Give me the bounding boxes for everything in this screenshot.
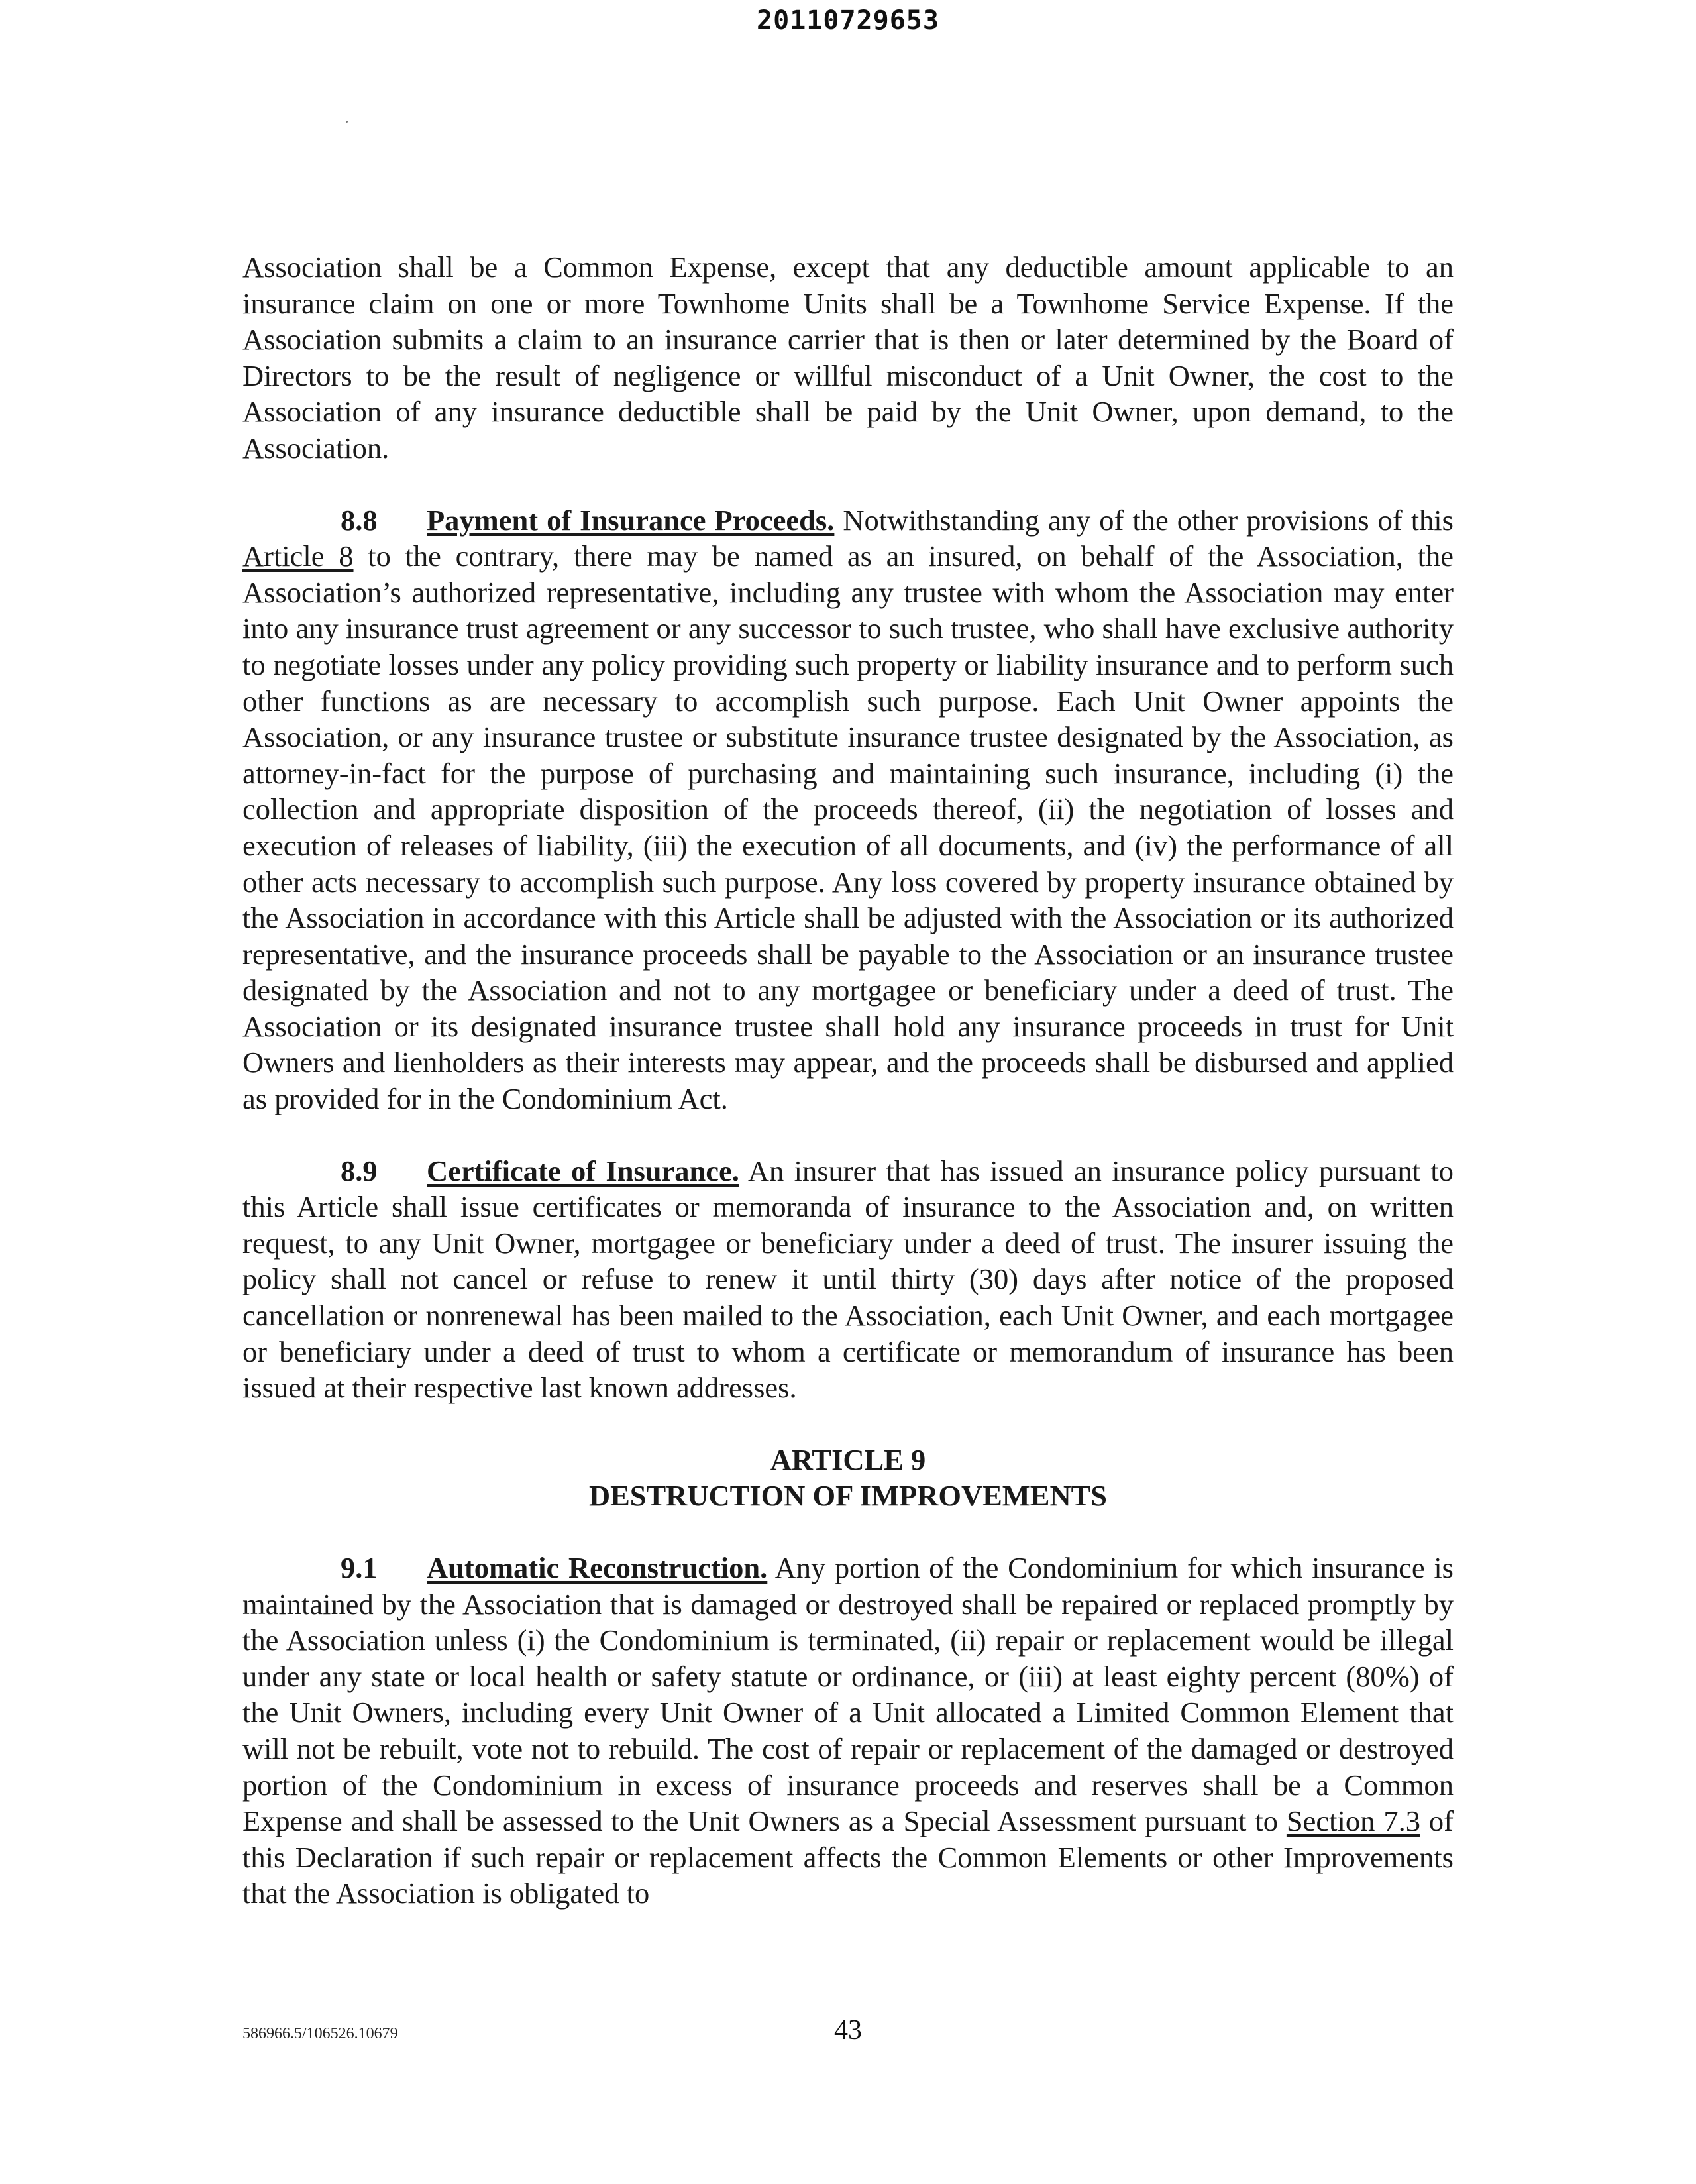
article-title: DESTRUCTION OF IMPROVEMENTS: [588, 1479, 1108, 1513]
section-9-1: [242, 1550, 1454, 1912]
article-heading: [242, 1442, 1454, 1514]
section-title: Certificate of Insurance.: [427, 1154, 739, 1187]
section-8-9: [242, 1153, 1454, 1406]
article-reference: Article 8: [242, 539, 354, 573]
section-number: 8.9: [341, 1154, 378, 1187]
section-text: Any portion of the Condominium for which insurance is maintained by the Association that is damaged or destroyed shall be repaired or replaced promptly by the Association unless (i) the Condominium is terminated, (ii) repair or replacement would be illegal under any state or local health or safety statute or ordinance, or (iii) at least eighty percent (80%) of the Unit Owners, including every Unit Owner of a Unit allocated a Limited Common Element that will not be rebuilt, vote not to rebuild. The cost of repair or replacement of the damaged or destroyed portion of the Condominium in excess of insurance proceeds and reserves shall be a Common Expense and shall be assessed to the Unit Owners as a Special Assessment pursuant to: [242, 1551, 1454, 1838]
page-number: 43: [834, 2015, 862, 2046]
recording-number: 20110729653: [757, 5, 939, 36]
section-number: 9.1: [341, 1551, 378, 1584]
section-text: An insurer that has issued an insurance policy pursuant to this Article shall issue certificates or memoranda of insurance to the Association and, on written request, to any Unit Owner, mortgagee or beneficiary under a deed of trust. The insurer issuing the policy shall not cancel or refuse to renew it until thirty (30) days after notice of the proposed cancellation or nonrenewal has been mailed to the Association, each Unit Owner, and each mortgagee or beneficiary under a deed of trust to whom a certificate or memorandum of insurance has been issued at their respective last known addresses.: [242, 1154, 1454, 1405]
continuation-paragraph: Association shall be a Common Expense, except that any deductible amount applicable to an insurance claim on one or more Townhome Units shall be a Townhome Service Expense. If the Association submits a claim to an insurance carrier that is then or later determined by the Board of Directors to be the result of negligence or willful misconduct of a Unit Owner, the cost to the Association of any insurance deductible shall be paid by the Unit Owner, upon demand, to the Association.: [242, 250, 1454, 464]
section-reference: Section 7.3: [1286, 1804, 1420, 1838]
section-number: 8.8: [341, 503, 378, 537]
document-body: [242, 249, 1454, 1947]
section-text: of this Declaration if such repair or replacement affects the Common Elements or other Improvements that the Association is obligated to: [242, 1804, 1454, 1910]
document-reference: 586966.5/106526.10679: [242, 2025, 398, 2042]
section-title: Automatic Reconstruction.: [427, 1551, 768, 1584]
section-text: Notwithstanding any of the other provisions of this: [834, 503, 1454, 537]
section-title: Payment of Insurance Proceeds.: [427, 503, 835, 537]
article-number: ARTICLE 9: [770, 1443, 926, 1476]
scan-artifact: [346, 121, 348, 123]
section-text: to the contrary, there may be named as an insured, on behalf of the Association, the Association’s authorized representative, including any trustee with whom the Association may enter into any insurance trust agreement or any successor to such trustee, who shall have exclusive authority to negotiate losses under any policy providing such property or liability insurance and to perform such other functions as are necessary to accomplish such purpose. Each Unit Owner appoints the Association, or any insurance trustee or substitute insurance trustee designated by the Association, as attorney-in-fact for the purpose of purchasing and maintaining such insurance, including (i) the collection and appropriate disposition of the proceeds thereof, (ii) the negotiation of losses and execution of releases of liability, (iii) the execution of all documents, and (iv) the performance of all other acts necessary to accomplish such purpose. Any loss covered by property insurance obtained by the Association in accordance with this Article shall be adjusted with the Association or its authorized representative, and the insurance proceeds shall be payable to the Association or an insurance trustee designated by the Association and not to any mortgagee or beneficiary under a deed of trust. The Association or its designated insurance trustee shall hold any insurance proceeds in trust for Unit Owners and lienholders as their interests may appear, and the proceeds shall be disbursed and applied as provided for in the Condominium Act.: [242, 539, 1454, 1116]
section-8-8: [242, 502, 1454, 1117]
